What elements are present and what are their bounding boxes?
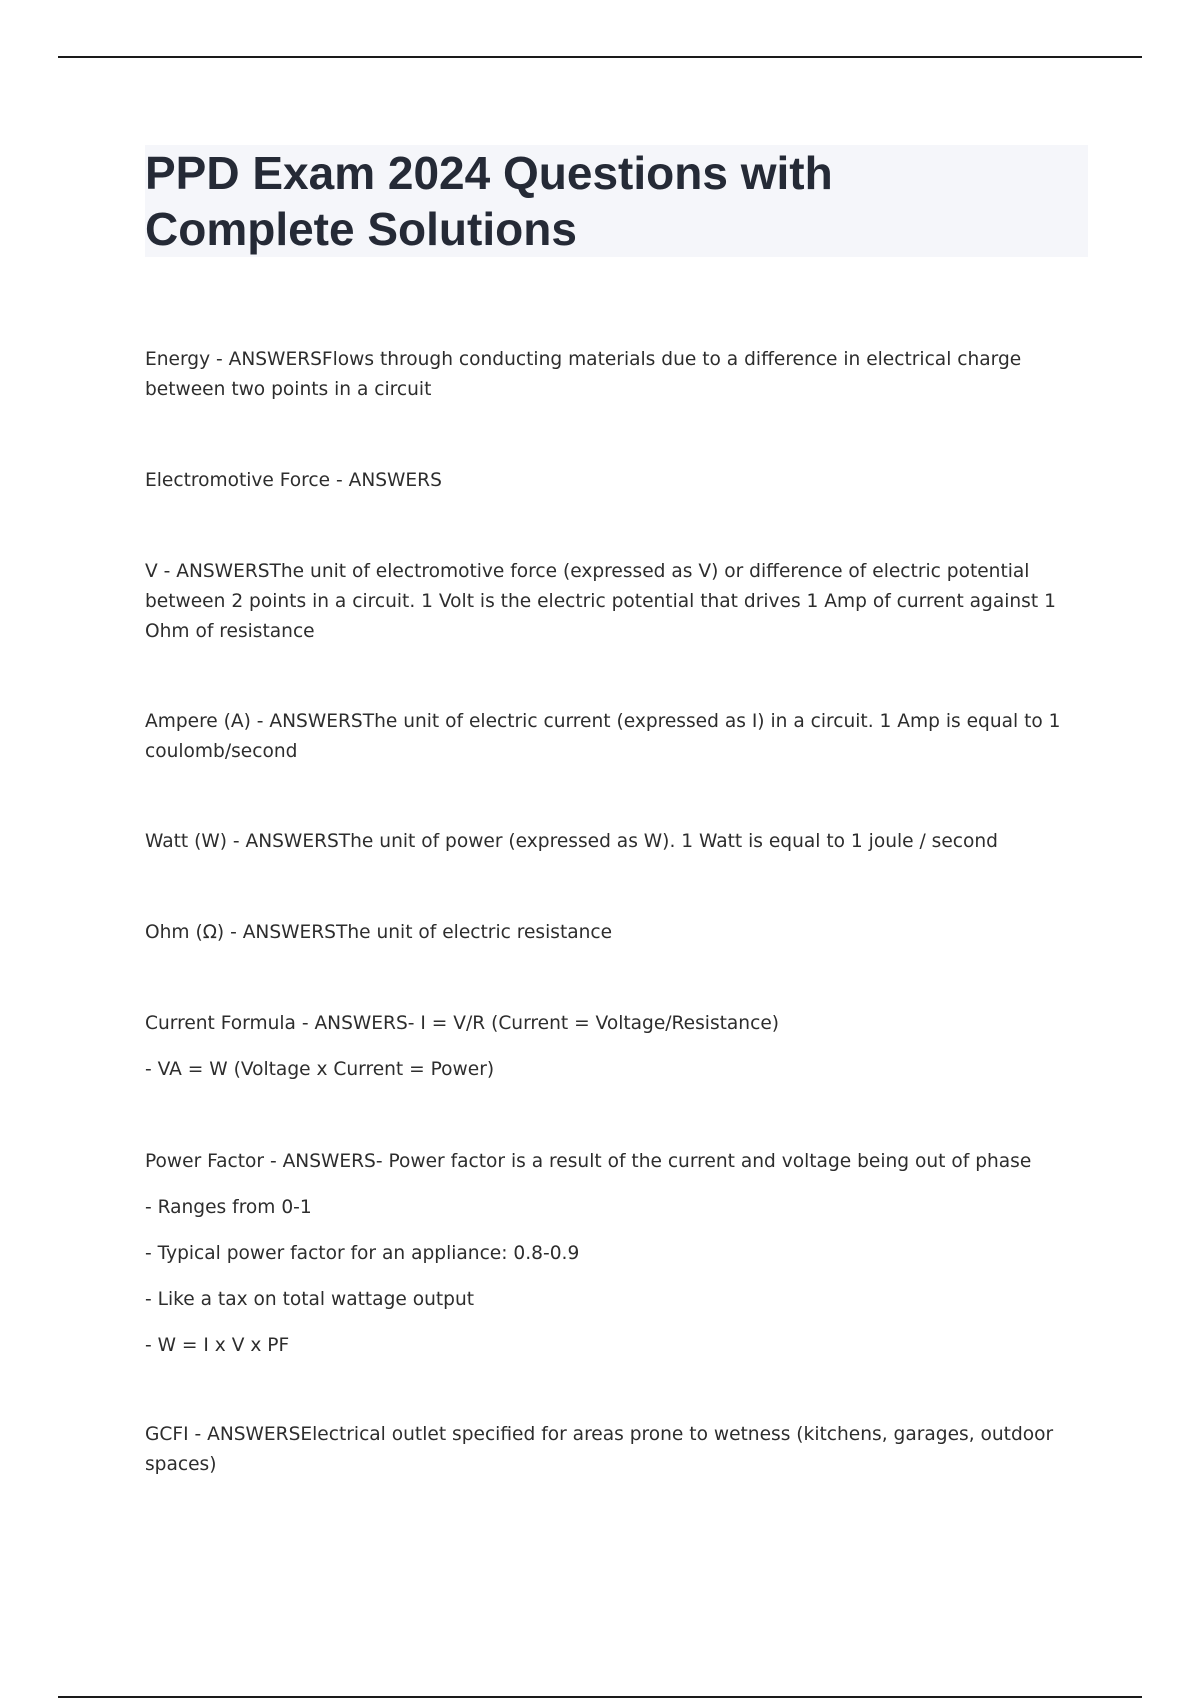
document-title [145,145,1088,257]
qa-entry-volt [145,557,1095,647]
header-rule [58,56,1142,58]
qa-entry-ohm [145,918,1095,948]
entry-text: Electromotive Force - ANSWERS [145,470,442,491]
qa-entry-ampere [145,707,1095,767]
entry-text: Ohm (Ω) - ANSWERSThe unit of electric resistance [145,922,613,943]
entry-text: Ampere (A) - ANSWERSThe unit of electric current (expressed as I) in a circuit. 1 Amp is equal to 1 coulomb/second [145,711,1061,762]
entry-subline: - Ranges from 0-1 [145,1197,312,1218]
entry-text: Energy - ANSWERSFlows through conducting materials due to a difference in electrical charge between two points in a circuit [145,349,1022,400]
footer-rule [58,1696,1142,1698]
qa-entry-gcfi [145,1420,1095,1480]
title-block [145,145,1088,257]
title-line-2: Complete Solutions [145,203,577,255]
entry-subline: - Like a tax on total wattage output [145,1289,475,1310]
entry-text: V - ANSWERSThe unit of electromotive force (expressed as V) or difference of electric potential between 2 points in a circuit. 1 Volt is the electric potential that drives 1 Amp of current against 1 Ohm of resistance [145,561,1056,642]
entry-subline: - W = I x V x PF [145,1335,290,1356]
title-line-1: PPD Exam 2024 Questions with [145,147,833,199]
qa-entry-watt [145,827,1095,857]
entry-text: Watt (W) - ANSWERSThe unit of power (expressed as W). 1 Watt is equal to 1 joule / second [145,831,998,852]
entry-text: GCFI - ANSWERSElectrical outlet specified for areas prone to wetness (kitchens, garages, outdoor spaces) [145,1424,1054,1475]
qa-entry-power-factor [145,1147,1095,1361]
qa-entry-current-formula [145,1009,1095,1085]
qa-entry-electromotive-force [145,466,1095,496]
qa-entry-energy [145,345,1095,405]
entry-subline: - VA = W (Voltage x Current = Power) [145,1059,495,1080]
entry-text: Current Formula - ANSWERS- I = V/R (Current = Voltage/Resistance) [145,1013,780,1034]
entry-text: Power Factor - ANSWERS- Power factor is a result of the current and voltage being out of phase [145,1151,1032,1172]
entry-subline: - Typical power factor for an appliance: 0.8-0.9 [145,1243,580,1264]
